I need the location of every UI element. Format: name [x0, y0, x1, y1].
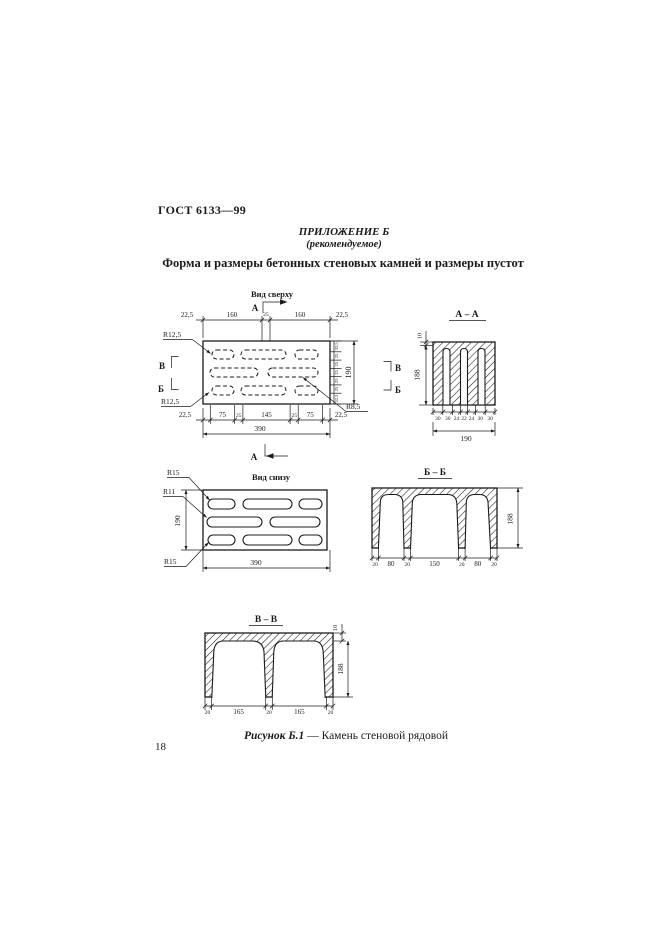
dim-label: 190	[173, 515, 182, 527]
dim-label: 190	[344, 366, 353, 379]
svg-text:R15: R15	[167, 468, 180, 477]
appendix-note: (рекомендуемое)	[306, 239, 382, 250]
dim-label: 22,5	[180, 311, 194, 319]
dim-label: 145	[261, 411, 272, 419]
cut-mark-b-left	[158, 378, 178, 394]
dim-label: 25	[334, 370, 339, 375]
section-vv	[203, 615, 353, 716]
dim-label: 25	[263, 312, 269, 318]
gost-standard-number: ГОСТ 6133—99	[158, 203, 247, 217]
dim-label: 188	[505, 513, 515, 525]
dim-label: 32,5	[334, 342, 339, 351]
dim-label: 32,5	[334, 394, 339, 403]
cut-mark-v-left	[159, 357, 179, 372]
dim-label: 20	[491, 562, 497, 568]
top-dim-lines	[196, 316, 338, 341]
dim-label: 75	[306, 411, 314, 419]
page-title: Форма и размеры бетонных стеновых камней и размеры пустот	[162, 256, 524, 270]
dim-label: 75	[219, 411, 226, 419]
dim-label: 20	[266, 710, 272, 716]
section-aa	[413, 310, 498, 443]
dim-label: 25	[334, 386, 339, 392]
svg-text:В: В	[158, 361, 166, 371]
dim-label: 10	[416, 332, 424, 340]
dim-label: 150	[429, 560, 440, 568]
dim-label: 165	[294, 708, 305, 716]
figure-caption	[244, 730, 448, 742]
width-dim-390	[203, 550, 330, 572]
dim-label: 160	[226, 311, 238, 319]
section-cut-a-top	[252, 299, 288, 313]
svg-text:В: В	[394, 363, 402, 373]
bottom-view	[163, 468, 330, 572]
svg-text:R8,5: R8,5	[346, 402, 361, 411]
figure-caption-number: Рисунок Б.1	[243, 730, 305, 742]
top-view-label: Вид сверху	[250, 289, 294, 299]
dim-label: 20	[327, 710, 334, 716]
svg-text:А: А	[250, 452, 258, 462]
radius-callout-r11	[163, 487, 207, 518]
dim-label: 30	[435, 416, 441, 422]
dim-label: 80	[387, 560, 395, 568]
svg-text:R12,5: R12,5	[161, 397, 180, 406]
dim-label: 160	[294, 311, 306, 319]
figure-caption-text: — Камень стеновой рядовой	[307, 730, 449, 742]
cut-mark-b-right	[384, 380, 402, 395]
section-aa-slots	[443, 349, 485, 405]
width-dim-390	[203, 424, 330, 438]
dim-label: 30	[477, 416, 484, 422]
section-bb-voids	[378, 495, 490, 550]
section-aa-label: А – А	[455, 310, 479, 320]
cut-mark-v-right	[384, 362, 402, 374]
appendix-heading: ПРИЛОЖЕНИЕ Б	[298, 226, 390, 238]
dim-label: 10	[332, 624, 339, 632]
dim-label: 390	[250, 558, 262, 567]
section-bb	[370, 468, 523, 568]
svg-text:Б: Б	[395, 385, 401, 395]
dim-label: 30	[444, 416, 451, 422]
dim-label: 190	[460, 434, 472, 443]
dim-label: 165	[233, 708, 244, 716]
svg-text:R12,5: R12,5	[163, 330, 182, 339]
figure-b1-drawing	[145, 280, 545, 730]
dim-label: 20	[404, 562, 411, 568]
svg-text:R11: R11	[163, 487, 176, 496]
top-view-slots	[210, 350, 318, 395]
dim-label: 25	[291, 413, 297, 419]
dim-label: 188	[412, 369, 422, 381]
dim-label: 25	[334, 361, 339, 367]
dim-label: 20	[372, 562, 378, 568]
section-vv-label: В – В	[254, 615, 278, 625]
section-cut-a-bottom	[251, 444, 288, 462]
radius-callout-r125-bottom	[161, 393, 209, 407]
page-number: 18	[155, 741, 166, 753]
bottom-view-slots	[207, 499, 322, 545]
height-dim-190	[181, 490, 203, 550]
section-aa-bottom-dims	[431, 405, 497, 415]
dim-label: 188	[336, 663, 345, 675]
section-vv-bottom-dims	[203, 697, 335, 710]
dim-label: 22	[461, 416, 467, 422]
dim-label: 24	[453, 416, 460, 422]
svg-text:А: А	[251, 303, 259, 313]
dim-label: 25	[334, 378, 339, 384]
dim-label: 24	[468, 416, 475, 422]
dim-label: 22,5	[178, 411, 192, 419]
svg-text:Б: Б	[158, 384, 164, 394]
dim-label: 22,5	[334, 411, 348, 419]
dim-label: 390	[254, 424, 266, 433]
dim-label: 22,5	[335, 311, 349, 319]
bottom-view-label: Вид снизу	[251, 472, 291, 482]
dim-label: 25	[236, 413, 242, 419]
dim-label: 20	[459, 562, 465, 568]
dim-label: 80	[474, 560, 482, 568]
dim-label: 30	[487, 416, 493, 422]
dim-label: 20	[204, 710, 211, 716]
section-bb-label: Б – Б	[423, 468, 447, 478]
dim-label: 25	[334, 353, 339, 359]
top-view	[158, 289, 401, 462]
svg-text:R15: R15	[164, 557, 177, 566]
